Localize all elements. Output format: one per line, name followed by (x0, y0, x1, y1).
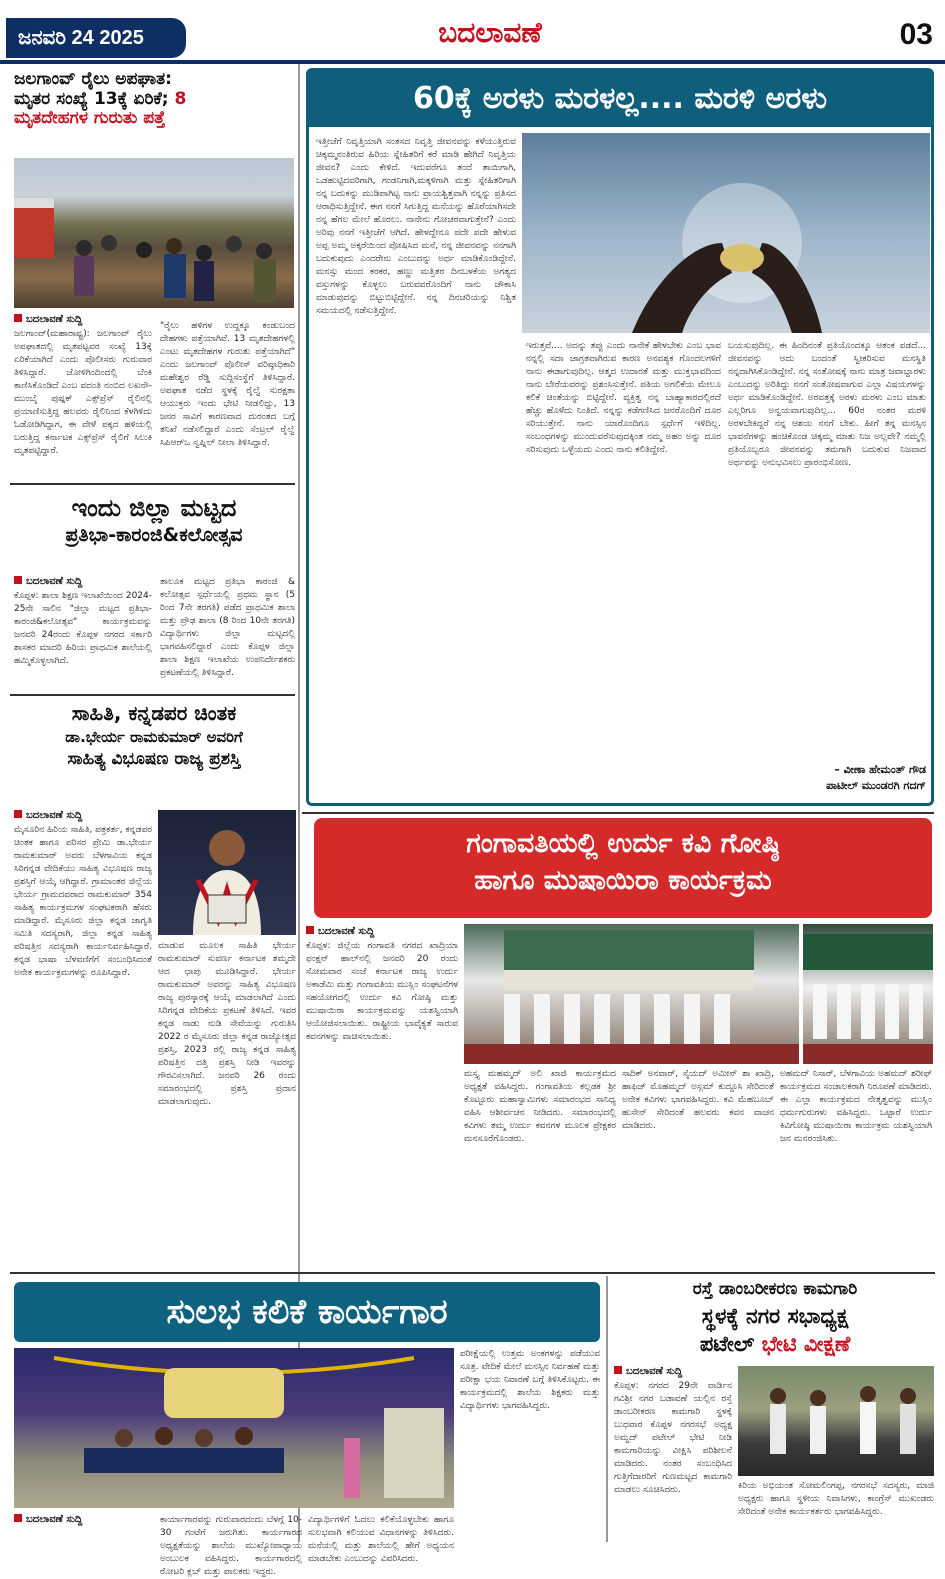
road-col1: ಕೊಪ್ಪಳ: ನಗರದ 29ನೇ ವಾರ್ಡಿನ ಗವಿಶ್ರೀ ನಗರ ಬಡಾವಣೆ ಯಲ್ಲಿನ ರಸ್ತೆ ಡಾಂಬರೀಕರಣ ಕಾಮಗಾರಿ ಸ್ಥಳಕ್ಕೆ ಬುಧವಾರ ಕೊಪ್ಪಳ ನಗರಸಭೆ ಅಧ್ಯಕ್ಷ ಅಮ್ಜದ್ ಪಟೇಲ್ ಭೇಟಿ ನೀಡಿ ಕಾಮಗಾರಿಯನ್ನು ವೀಕ್ಷಿಸಿ ಪರಿಶೀಲನೆ ಮಾಡಿದರು. ನಂತರ ಸಂಬಂಧಿಸಿದ ಗುತ್ತಿಗೆದಾರರಿಗೆ ಗುಣಮಟ್ಟದ ಕಾಮಗಾರಿ ಮಾಡಲು ಸೂಚಿಸಿದರು. (614, 1381, 732, 1495)
sixty-photo (522, 133, 930, 333)
header-rule (0, 60, 945, 64)
page-number: 03 (899, 18, 933, 51)
officials-on-road-illustration (738, 1366, 934, 1476)
district-byline: ಬದಲಾವಣೆ ಸುದ್ದಿ (14, 576, 82, 587)
divider (606, 1276, 608, 1542)
jalgaon-headline: ಜಲಗಾಂವ್ ರೈಲು ಅಪಘಾತ: ಮೃತರ ಸಂಖ್ಯೆ 13ಕ್ಕೆ ಏರಿಕೆ; 8 ಮೃತದೇಹಗಳ ಗುರುತು ಪತ್ತೆ (14, 69, 187, 129)
urdu-photo-right (803, 924, 933, 1064)
jalgaon-photo (14, 158, 294, 308)
urdu-byline: ಬದಲಾವಣೆ ಸುದ್ದಿ (306, 926, 374, 937)
award-headline: ಸಾಹಿತಿ, ಕನ್ನಡಪರ ಚಿಂತಕ ಡಾ.ಭೇರ್ಯ ರಾಮಕುಮಾರ್ ಅವರಿಗೆ ಸಾಹಿತ್ಯ ವಿಭೂಷಣ ರಾಜ್ಯ ಪ್ರಶಸ್ತಿ (65, 701, 243, 770)
district-col1: ಕೊಪ್ಪಳ: ಶಾಲಾ ಶಿಕ್ಷಣ ಇಲಾಖೆಯಿಂದ 2024-25ನೇ ಸಾಲಿನ "ಜಿಲ್ಲಾ ಮಟ್ಟದ ಪ್ರತಿಭಾ-ಕಾರಂಜಿ&ಕಲೋತ್ಸವ" ಕಾರ್ಯಕ್ರಮವನ್ನು ಜನವರಿ 24ರಂದು ಕೊಪ್ಪಳ ನಗರದ ಸರ್ಕಾರಿ ಶಾಸಕರ ಮಾದರಿ ಹಿರಿಯ ಪ್ರಾಥಮಿಕ ಶಾಲೆಯಲ್ಲಿ ಹಮ್ಮಿಕೊಳ್ಳಲಾಗಿದೆ. (14, 591, 152, 666)
sixty-headline: 60ಕ್ಕೆ ಅರಳು ಮರಳಲ್ಲ.... ಮರಳಿ ಅರಳು (309, 71, 931, 127)
award-col2: ಮಾಡುವ ಮೂಲಕ ಸಾಹಿತಿ ಭೇರ್ಯ ರಾಮಕುಮಾರ್ ಸುವರ್ಣ ಕರ್ನಾಟಕ ತಮ್ಮದೇ ಆದ ಛಾಪು ಮೂಡಿಸಿದ್ದಾರೆ. ಭೇರ್ಯ ರಾಮಕುಮಾರ್ ಅವರನ್ನು ಸಾಹಿತ್ಯ ವಿಭೂಷಣ ರಾಜ್ಯ ಪುರಸ್ಕಾರಕ್ಕೆ ಆಯ್ಕೆ ಮಾಡಲಾಗಿದೆ ಎಂದು ಸಿರಿಗನ್ನಡ ವೇದಿಕೆಯ ಪ್ರಕಟಣೆ ತಿಳಿಸಿದೆ. ಇವರ ಕನ್ನಡ ನಾಡು ನುಡಿ ಸೇವೆಯನ್ನು ಗುರುತಿಸಿ 2022 ರ ಮೈಸೂರು ಜಿಲ್ಲಾ ಕನ್ನಡ ರಾಜ್ಯೋತ್ಸವ ಪ್ರಶಸ್ತಿ, 2023 ರಲ್ಲಿ ರಾಜ್ಯ ಕನ್ನಡ ಸಾಹಿತ್ಯ ಪರಿಷತ್ತಿನ ದತ್ತಿ ಪ್ರಶಸ್ತಿ ನೀಡಿ ಇವರನ್ನು ಗೌರವಿಸಲಾಗಿದೆ. ಜನವರಿ 26 ರಂದು ಸಮಾರಂಭದಲ್ಲಿ ಪ್ರಶಸ್ತಿ ಪ್ರದಾನ ಮಾಡಲಾಗುವುದು. (158, 941, 296, 1107)
divider (10, 1272, 935, 1274)
workshop-byline: ಬದಲಾವಣೆ ಸುದ್ದಿ (14, 1514, 82, 1525)
jalgaon-col2: "ರೈಲು ಹಳಿಗಳ ಉದ್ದಕ್ಕೂ ಕಂಡುಬಂದ ದೇಹಗಳು ಪತ್ತೆಯಾಗಿವೆ. 13 ಮೃತದೇಹಗಳಲ್ಲಿ ಎಂಟು ಮೃತದೇಹಗಳ ಗುರುತು ಪತ್ತೆಯಾಗಿದೆ" ಎಂದು ಜಲಗಾಂವ್ ಪೊಲೀಸ್ ವರಿಷ್ಠಾಧಿಕಾರಿ ಮಹೇಶ್ವರ ರೆಡ್ಡಿ ಸುದ್ದಿಸಂಸ್ಥೆಗೆ ತಿಳಿಸಿದ್ದಾರೆ. ಅಪಘಾತ ನಡೆದ ಸ್ಥಳಕ್ಕೆ ರೈಲ್ವೆ ಸುರಕ್ಷತಾ ಆಯುಕ್ತರು ಇಂದು ಭೇಟಿ ನೀಡಲಿದ್ದು, 13 ಜನರ ಸಾವಿಗೆ ಕಾರಣವಾದ ದುರಂತದ ಬಗ್ಗೆ ತನಿಖೆ ನಡೆಸಲಿದ್ದಾರೆ ಎಂದು ಸೆಂಟ್ರಲ್ ರೈಲ್ವೆ ಸಿಪಿಆರ್‌ಒ ಸ್ವಪ್ನಿಲ್ ನೀಲಾ ತಿಳಿಸಿದ್ದಾರೆ. (160, 321, 295, 448)
award-portrait (158, 810, 296, 935)
urdu-col4: ಅಹಮದ್ ನಿಸಾರ್, ಬೆಳಗಾವಿಯ ಅಹಮದ್ ಶರೀಫ್ ಕಾರ್ಯಕ್ರಮದ ಸಂಚಾಲಕರಾಗಿ ನಿರೂಪಣೆ ಮಾಡಿದರು. ಈ ಎಲ್ಲಾ ಕಾರ್ಯಕ್ರಮದ ನೇತೃತ್ವವನ್ನು ಮುಸ್ಲಿಂ ಧರ್ಮಗುರುಗಳು ವಹಿಸಿದ್ದರು. ಒಟ್ಟಾರೆ ಉರ್ದು ಕಿವಿಗೋಷ್ಠಿ ಮುಷಾಯಿರಾ ಕಾರ್ಯಕ್ರಮ ಯಶಸ್ವಿಯಾಗಿ ಜನ ಮನರಂಜಿಸಿತು. (780, 1069, 932, 1144)
stage-event-illustration (464, 924, 799, 1064)
district-col2: ತಾಲೂಕ ಮಟ್ಟದ ಪ್ರತಿಭಾ ಕಾರಂಜಿ & ಕಲೋತ್ಸವ ಸ್ಪರ್ಧೆಯಲ್ಲಿ ಪ್ರಥಮ ಸ್ಥಾನ (5 ರಿಂದ 7ನೇ ತರಗತಿ) ಪಡೆದ ಪ್ರಾಥಮಿಕ ಶಾಲಾ ಮತ್ತು ಪ್ರೌಢ ಶಾಲಾ (8 ರಿಂದ 10ನೇ ತರಗತಿ) ವಿದ್ಯಾರ್ಥಿಗಳು ಜಿಲ್ಲಾ ಮಟ್ಟದಲ್ಲಿ ಭಾಗವಹಿಸಲಿದ್ದಾರೆ ಎಂದು ಕೊಪ್ಪಳ ಜಿಲ್ಲಾ ಶಾಲಾ ಶಿಕ್ಷಣ ಇಲಾಖೆಯ ಉಪನಿರ್ದೇಶಕರು ಪ್ರಕಟಣೆಯಲ್ಲಿ ತಿಳಿಸಿದ್ದಾರೆ. (160, 577, 295, 678)
divider (302, 812, 934, 814)
workshop-stage-illustration (14, 1348, 454, 1508)
road-byline: ಬದಲಾವಣೆ ಸುದ್ದಿ (614, 1366, 682, 1377)
divider (10, 483, 295, 485)
sixty-col-b: ಇರುತ್ತವೆ.... ಅದನ್ನು ತಪ್ಪು ಎಂದು ನಾನೇಕೆ ಹೇಳಬೇಕು ಎಂಬ ಭಾವ ನನ್ನಲ್ಲಿ ಸದಾ ಜಾಗ್ರತವಾಗಿರುವ ಕಾರಣ ಅನವಶ್ಯಕ ಗೊಂದಲಗಳಿಗೆ ನಾನು ಈಡಾಗುವುದಿಲ್ಲ. ಆತ್ಮದ ಉದಾರತೆ ಮತ್ತು ಮುಕ್ತಭಾವದಿಂದ ನಾನು ಬೇರೆಯವರನ್ನು ಪ್ರಶಂಸಿಸುತ್ತೇನೆ. ಪತಿಯ ಅಗಲಿಕೆಯ ಮೇಲೂ ಕಲಿಕೆ ಚಿಂತೆಯನ್ನು ಬಿಟ್ಟಿದ್ದೇನೆ. ವ್ಯಕ್ತಿತ್ವ ನನ್ನ ಬಾಹ್ಯಾಕಾರದಲ್ಲಿರದೆ ಹೆಚ್ಚು ಹೊಳೆದು ನಿಂತಿದೆ. ನನ್ನನ್ನು ಕಡೆಗಣಿಸಿದ ಜನರೊಂದಿಗೆ ದೂರ ಸರಿಯುತ್ತೇನೆ. ನಾನು ಯಾರೊಂದಿಗೂ ಸ್ಪರ್ಧೆಗೆ ಇಳಿದಿಲ್ಲ. ಸಂಬಂಧಗಳನ್ನು ಮುಂದುವರೆಸುವುದಕ್ಕಿಂತ ನಮ್ಮ ಅಹಂ ಅನ್ನು ದೂರ ಸರಿಸುವುದು ಒಳ್ಳೆಯದು ಎಂದು ನಾನು ಕಲಿತಿದ್ದೇನೆ. (526, 341, 721, 455)
train-crowd-illustration (14, 158, 294, 308)
urdu-headline: ಗಂಗಾವತಿಯಲ್ಲಿ ಉರ್ದು ಕವಿ ಗೋಷ್ಠಿ ಹಾಗೂ ಮುಷಾಯಿರಾ ಕಾರ್ಯಕ್ರಮ (314, 818, 932, 918)
issue-date: ಜನವರಿ 24 2025 (6, 18, 186, 58)
urdu-col3: ಸಾದಿಕ್ ಅನವಾರ್, ಸೈಯದ್ ಅಮೀನ್ ಶಾ ಖಾದ್ರಿ, ಹಾಫಿಜ್ ಮೊಹಮ್ಮದ್ ಅಸ್ಲಮ್ ಕುದ್ದೂಸಿ ಸೇರಿದಂತೆ ಅನೇಕ ಕವಿಗಳು ಭಾಗವಹಿಸಿದ್ದರು. ಕವಿ ಮೆಹಬೂಬ್ ಹುಸೇನ್ ಸೇರಿದಂತೆ ಹಲವರು ಕವನ ವಾಚನ ಮಾಡಿದರು. (622, 1069, 774, 1131)
workshop-col3: ವಿದ್ಯಾರ್ಥಿಗಳಿಗೆ ಓದಲು ಕಲಿಕೆಯೊಳ್ಳಬೇಕು ಹಾಗೂ ಸುಲಭವಾಗಿ ಕಲಿಯುವ ವಿಧಾನಗಳನ್ನು ತಿಳಿಸಿದರು. ಮನೆಯಲ್ಲಿ ಮತ್ತು ಶಾಲೆಯಲ್ಲಿ ಹೇಗೆ ಅಧ್ಯಯನ ಮಾಡಬೇಕು ಎಂಬುದನ್ನು ವಿವರಿಸಿದರು. (308, 1515, 454, 1564)
urdu-col1: ಕೊಪ್ಪಳ: ಜಿಲ್ಲೆಯ ಗಂಗಾವತಿ ನಗರದ ಖಾದ್ರಿಯಾ ಫಂಕ್ಷನ್ ಹಾಲ್‌ನಲ್ಲಿ ಜನವರಿ 20 ರಂದು ಸೋಮವಾರ ಸಂಜೆ ಕರ್ನಾಟಕ ರಾಜ್ಯ ಉರ್ದು ಅಕಾಡೆಮಿ ಮತ್ತು ಗಂಗಾವತಿಯ ಮುಸ್ಲಿಂ ಸಂಘಟನೆಗಳ ಸಹಯೋಗದಲ್ಲಿ ಉರ್ದು ಕವಿ ಗೋಷ್ಠಿ ಮತ್ತು ಮುಷಾಯಿರಾ ಕಾರ್ಯಕ್ರಮವನ್ನು ಯಶಸ್ವಿಯಾಗಿ ಆಯೋಜಿಸಲಾಯಿತು. ರಾಷ್ಟ್ರೀಯ ಭಾವೈಕ್ಯತೆ ಸಾರುವ ಕವನಗಳನ್ನು ವಾಚಿಸಲಾಯಿತು. (306, 941, 458, 1042)
award-byline: ಬದಲಾವಣೆ ಸುದ್ದಿ (14, 810, 82, 821)
jalgaon-col1: ಜಲಗಾಂವ್(ಮಹಾರಾಷ್ಟ್ರ): ಜಲಗಾಂವ್ ರೈಲು ಅಪಘಾತದಲ್ಲಿ ಮೃತಪಟ್ಟವರ ಸಂಖ್ಯೆ 13ಕ್ಕೆ ಏರಿಕೆಯಾಗಿದೆ ಎಂದು ಪೊಲೀಸರು ಗುರುವಾರ ತಿಳಿಸಿದ್ದಾರೆ. ಜೋಳಿಗಿಂದಿಂದಲ್ಲಿ ಬೆಂಕಿ ಕಾಣಿಸಿಕೊಂಡಿದೆ ಎಂಬ ವದಂತಿ ನಂಬಿದ ಲಖನೌ-ಮುಂಬೈ ಪುಷ್ಪಕ್ ಎಕ್ಸ್‌ಪ್ರೆಸ್ ರೈಲಿನಲ್ಲಿ ಪ್ರಯಾಣಿಸುತ್ತಿದ್ದ ಹಲವರು ರೈಲಿನಿಂದ ಕೆಳಗಿಳಿದು ಓಡೋಡಿಗಿದ್ದಾಗ, ಈ ವೇಳೆ ಪಕ್ಕದ ಹಳಿಯಲ್ಲಿ ಬರುತ್ತಿದ್ದ ಕರ್ನಾಟಕ ಎಕ್ಸ್‌ಪ್ರೆಸ್ ರೈಲಿಗೆ ಸಿಲುಕಿ ಮೃತಪಟ್ಟಿದ್ದಾರೆ. (14, 329, 152, 456)
workshop-col4: ಪರೀಕ್ಷೆಯಲ್ಲಿ ಉತ್ತಮ ಅಂಕಗಳನ್ನು ಪಡೆಯುವ ಸೂತ್ರ. ವೇದಿಕೆ ಮೇಲೆ ಮನಸ್ಸಿನ ನಿರ್ವಹಣೆ ಮತ್ತು ಪರೀಕ್ಷಾ ಭಯ ನಿವಾರಣೆ ಬಗ್ಗೆ ತಿಳಿಸಿಕೊಟ್ಟರು. ಈ ಕಾರ್ಯಕ್ರಮದಲ್ಲಿ ಶಾಲೆಯ ಶಿಕ್ಷಕರು ಮತ್ತು ವಿದ್ಯಾರ್ಥಿಗಳು ಭಾಗವಹಿಸಿದ್ದರು. (460, 1349, 600, 1411)
road-col2: ಕಿರಿಯ ಅಭಿಯಂತ ಸೋಮಲಿಂಗಪ್ಪ, ನಗರಸಭೆ ಸದಸ್ಯರು, ಮಾಜಿ ಅಧ್ಯಕ್ಷರು ಹಾಗೂ ಸ್ಥಳೀಯ ನಿವಾಸಿಗಳು, ಕಾಂಗ್ರೆಸ್ ಮುಖಂಡರು ಸೇರಿದಂತೆ ಅನೇಕ ಕಾರ್ಯಕರ್ತರು ಭಾಗವಹಿಸಿದ್ದರು. (738, 1481, 934, 1517)
workshop-headline: ಸುಲಭ ಕಲಿಕೆ ಕಾರ್ಯಗಾರ (14, 1282, 600, 1342)
sixty-col-a: ಇತ್ತೀಚೆಗೆ ನಿವೃತ್ತಿಯಾಗಿ ಸಂತಸದ ನಿವೃತ್ತಿ ಜೀವನವನ್ನು ಕಳೆಯುತ್ತಿರುವ ಚಿಕ್ಕಮ್ಮನಂತಿರುವ ಹಿರಿಯ ಸ್ನೇಹಿತರಿಗೆ ಕರೆ ಮಾಡಿ ಹೇಗಿದೆ ನಿವೃತ್ತಿಯ ಜೀವನ? ಎಂದು ಕೇಳಿದೆ. ಇದುವರೆಗೂ ತಂದೆ ತಾಯಿಗಾಗಿ, ಒಡಹುಟ್ಟಿದವರಿಗಾಗಿ, ಗಂಡನಿಗಾಗಿ,ಮಕ್ಕಳಿಗಾಗಿ ಮತ್ತು ಸ್ನೇಹಿತರಿಗಾಗಿ ನನ್ನ ಬದುಕನ್ನು ಮುಡಿಪಾಗಿಟ್ಟ ನಾನು ಪ್ರಾಯಶ್ಚಿತ್ತವಾಗಿ ನನ್ನನ್ನು ಪ್ರತಿಸದ ಆರಾಧಿಸುತ್ತಿದ್ದೇನೆ. ಈಗ ನನಗೆ ಸಿಗುತ್ತಿದ್ದ ಮನೆಯನ್ನು ಹೊರೆಯಾಗಿಸದೇ ನನ್ನ ಹೆಗಲ ಮೇಲೆ ಹೊರಲು. ನಾನೇನು ಗೋಚರವಾಗುತ್ತೇನೆ? ಎಂದು ಅರಿವು ನನಗೆ ಇತ್ತೀಚೆಗೆ ಆಗಿದೆ. ಹೇಳದ್ದೇನೂ ಪದೇ ಪದೇ ಹೇಳುವ ಅಪ್ಪ ಅಮ್ಮ ಅಕ್ಕರೆಯಿಂದ ಪೋಷಿಸಿದ ಮನೆ, ನನ್ನ ಜೀವನವನ್ನು ನನಗಾಗಿ ಬದುಕುವುದು ಎಂದರೇನು ಎಂಬುದನ್ನು ಅರ್ಥ ಮಾಡಿಕೊಂಡಿದ್ದೇನೆ. ಮನಸ್ಸು ಮಂದ ಕರಕರ, ಹಣ್ಣು ಮತ್ತಿತರ ದಿನಬಳಕೆಯ ಅಗತ್ಯದ ವಸ್ತುಗಳನ್ನು ಕೊಳ್ಳಲು ಬರುವವರೊಂದಿಗೆ ನಾನು ಚೌಕಾಸಿ ಮಾಡುವುದನ್ನು ಬಿಟ್ಟುಬಿಟ್ಟಿದ್ದೇನೆ. ನನ್ನ ದಿನಚರಿಯನ್ನು ನಿಶ್ಚಿತ ಸಮಯದಲ್ಲಿ ನಡೆಸುತ್ತಿದ್ದೇನೆ. (316, 137, 516, 316)
author-name: – ವೀಣಾ ಹೇಮಂತ್ ಗೌಡ (834, 763, 926, 776)
hand-holding-stone-illustration (522, 133, 930, 333)
author-place: ಪಾಟೀಲ್ ಮುಂಡರಗಿ ಗದಗ್ (826, 779, 926, 792)
award-col1: ಮೈಸೂರಿನ ಹಿರಿಯ ಸಾಹಿತಿ, ಪತ್ರಕರ್ತ, ಕನ್ನಡಪರ ಚಿಂತಕ ಹಾಗೂ ಪರಿಸರ ಪ್ರೇಮಿ ಡಾ.ಭೇರ್ಯ ರಾಮಕುಮಾರ್ ಅವರು ಬೆಳಗಾವಿಯ ಕನ್ನಡ ಸಿರಿಗನ್ನಡ ವೇದಿಕೆಯು ಸಾಹಿತ್ಯ ವಿಭೂಷಣ ರಾಜ್ಯ ಪ್ರಶಸ್ತಿಗೆ ಆಯ್ಕೆ ಆಗಿದ್ದಾರೆ. ಗ್ರಾಮಾಂತರ ಜಿಲ್ಲೆಯ ಭೇರ್ಯ ಗ್ರಾಮದವರಾದ ರಾಮಕುಮಾರ್ 354 ಸಾಹಿತ್ಯ ಕಾರ್ಯಕ್ರಮಗಳ ಸಂಘಟಕರಾಗಿ ಹೆಸರು ಮಾಡಿದ್ದಾರೆ. ಮೈಸೂರು ಜಿಲ್ಲಾ ಕನ್ನಡ ಜಾಗೃತಿ ಸಮಿತಿ ಸದಸ್ಯರಾಗಿ, ಜಿಲ್ಲಾ ಕನ್ನಡ ಸಾಹಿತ್ಯ ಪರಿಷತ್ತಿನ ಸದಸ್ಯರಾಗಿ ಕಾರ್ಯನಿರ್ವಹಿಸಿದ್ದಾರೆ. ಕನ್ನಡ ಭಾಷಾ ಬೆಳವಣಿಗೆಗೆ ಸಂಬಂಧಿಸಿದಂತೆ ಅನೇಕ ಕಾರ್ಯಕ್ರಮಗಳನ್ನು ರೂಪಿಸಿದ್ದಾರೆ. (14, 825, 152, 978)
road-headline: ರಸ್ತೆ ಡಾಂಬರೀಕರಣ ಕಾಮಗಾರಿ ಸ್ಥಳಕ್ಕೆ ನಗರ ಸಭಾಧ್ಯಕ್ಷ ಪಟೇಲ್ ಭೇಟಿ ವೀಕ್ಷಣೆ (692, 1279, 858, 1356)
urdu-col2: ಮಸ್ತ್ಯ ಮಹಮ್ಮದ್ ಅಲಿ ಖಾಜಿ ಕಾರ್ಯಕ್ರಮದ ಅಧ್ಯಕ್ಷತೆ ವಹಿಸಿದ್ದರು. ಗಂಗಾವತಿಯ ಕಲ್ಲಡಕ ಶ್ರೀ ಕೊಟ್ಟೂರು ಮಹಾಸ್ವಾಮಿಗಳು ಸಮಾರಂಭದ ಸಾನಿಧ್ಯ ವಹಿಸಿ ಆಶೀರ್ವಚನ ನೀಡಿದರು. ಸಮಾರಂಭದಲ್ಲಿ ಕವಿಗಳು ತಮ್ಮ ಉರ್ದು ಕವನಗಳ ಮೂಲಕ ಪ್ರೇಕ್ಷಕರ ಮನಸೂರೆಗೊಂಡರು. (464, 1069, 616, 1144)
person-with-award-illustration (158, 810, 296, 935)
jalgaon-byline: ಬದಲಾವಣೆ ಸುದ್ದಿ (14, 314, 82, 325)
masthead-logo: ಬದಲಾವಣೆ (438, 16, 542, 49)
urdu-photo-left (464, 924, 799, 1064)
workshop-col2: ಕಾರ್ಯಾಗಾರವನ್ನು ಗುರುವಾರದಂದು ಬೆಳಗ್ಗೆ 10-30 ಗಂಟೆಗೆ ಜರುಗಿತು. ಕಾರ್ಯಗಾರದ ಅಧ್ಯಕ್ಷತೆಯನ್ನು ಶಾಲೆಯ ಮುಖ್ಯೋಪಾಧ್ಯಾಯ ಅಂಬುಲಕ ವಹಿಸಿದ್ದರು. ಕಾರ್ಯಗಾರದಲ್ಲಿ ರೋಟರಿ ಕ್ಲಬ್ ಮತ್ತು ಪಾಲಕರು ಇದ್ದರು. (160, 1515, 302, 1577)
sixty-col-c: ಬಯಸುವುದಿಲ್ಲ. ಈ ಹಿಂದಿನಂತೆ ಪ್ರತಿಯೊಂದಕ್ಕೂ ಆತಂಕ ಪಡದೆ... ಜೀವನವನ್ನು ಅದು ಬಂದಂತೆ ಸ್ವೀಕರಿಸುವ ಮನಸ್ಥಿತಿ ನನ್ನದಾಗಿಸಿಕೊಂಡಿದ್ದೇನೆ. ನನ್ನ ಸಂತೋಷಕ್ಕೆ ನಾನು ಮಾತ್ರ ಜವಾಬ್ದಾರಳು ಎಂಬುದನ್ನು ಅರಿತಿದ್ದು ನನಗೆ ಸಂತೋಷವಾಗುವ ಎಲ್ಲಾ ವಿಷಯಗಳನ್ನು ಅರ್ಥ ಮಾಡಿಕೊಂಡಿದ್ದೇನೆ. ಅರವತ್ತಕ್ಕೆ ಅರಳು ಮರಳು ಎಂಬ ಮಾತು ಎಲ್ಲರಿಗೂ ಅನ್ವಯವಾಗುವುದಿಲ್ಲ... 60ರ ನಂತರ ಮರಳಿ ಅರಳಬೇಕಿದ್ದರೆ ನನ್ನ ಆಶಯ ನನಗೆ ಬೇಕು. ಹೀಗೆ ತನ್ನ ಮನಸ್ಸಿನ ಭಾವನೆಗಳನ್ನು ಹಂಚಿಕೊಂಡ ಚಿಕ್ಕಮ್ಮ ಮಾತು ನಿಜ ಅಲ್ಲವೇ? ನಮ್ಮಲ್ಲಿ ಪ್ರತಿಯೊಬ್ಬರೂ ಜೀವನವನ್ನು ತಮಗಾಗಿ ಬದುಕುವ ನಿಜವಾದ ಅರ್ಥವನ್ನು ಅನುಭವಿಸಲು ಪ್ರಾರಂಭಿಸೋಣ. (728, 341, 926, 468)
sixty-author (728, 762, 926, 794)
guests-seated-illustration (803, 924, 933, 1064)
district-headline: ಇಂದು ಜಿಲ್ಲಾ ಮಟ್ಟದ ಪ್ರತಿಭಾ-ಕಾರಂಜಿ&ಕಲೋತ್ಸವ (65, 494, 243, 546)
divider (10, 694, 295, 696)
workshop-photo (14, 1348, 454, 1508)
road-photo (738, 1366, 934, 1476)
